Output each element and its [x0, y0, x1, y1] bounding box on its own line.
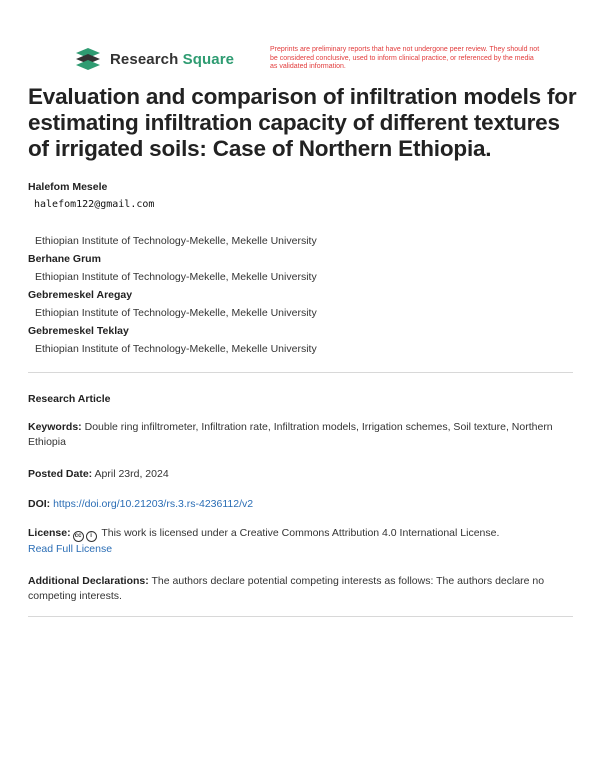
author-affiliation: Ethiopian Institute of Technology-Mekelle, Mekelle University [35, 271, 317, 283]
author-name: Gebremeskel Teklay [28, 325, 129, 337]
license-text: This work is licensed under a Creative Commons Attribution 4.0 International License. [101, 527, 500, 539]
preprint-disclaimer: Preprints are preliminary reports that have not undergone peer review. They should not be considered conclusive, used to inform clinical practice, or referenced by the media as validated information. [270, 46, 540, 70]
posted-date [28, 467, 573, 482]
author-name: Gebremeskel Aregay [28, 289, 133, 301]
license-icons [73, 531, 97, 542]
author-affiliation: Ethiopian Institute of Technology-Mekelle, Mekelle University [35, 343, 317, 355]
divider [28, 372, 573, 373]
posted-date-value: April 23rd, 2024 [94, 468, 169, 480]
doi-link[interactable]: https://doi.org/10.21203/rs.3.rs-4236112/v2 [53, 498, 254, 510]
author-email[interactable]: halefom122@gmail.com [34, 199, 155, 210]
declarations-value: The authors declare potential competing interests as follows: The authors declare no competing interests. [28, 575, 545, 602]
creative-commons-icon: cc [73, 531, 84, 542]
research-square-logo[interactable] [74, 47, 234, 71]
divider [28, 616, 573, 617]
additional-declarations [28, 574, 573, 604]
keywords [28, 420, 573, 450]
research-square-logo-icon [74, 47, 102, 71]
author-list [28, 180, 578, 360]
paper-title: Evaluation and comparison of infiltration models for estimating infiltration capacity of different textures of irrigated soils: Case of Northern Ethiopia. [28, 84, 577, 161]
license [28, 526, 573, 557]
author-affiliation: Ethiopian Institute of Technology-Mekelle, Mekelle University [35, 235, 317, 247]
article-type: Research Article [28, 393, 111, 405]
logo-wordmark: Research Square [110, 50, 235, 68]
doi-label: DOI: [28, 498, 51, 510]
keywords-value: Double ring infiltrometer, Infiltration rate, Infiltration models, Irrigation schemes, Soil texture, Northern Ethiopia [28, 421, 553, 448]
posted-date-label: Posted Date: [28, 468, 93, 480]
attribution-icon: i [86, 531, 97, 542]
author-name: Berhane Grum [28, 253, 101, 265]
keywords-label: Keywords: [28, 421, 82, 433]
author-name: Halefom Mesele [28, 181, 108, 193]
author-affiliation: Ethiopian Institute of Technology-Mekelle, Mekelle University [35, 307, 317, 319]
doi [28, 497, 573, 512]
license-label: License: [28, 527, 71, 539]
read-full-license-link[interactable]: Read Full License [28, 543, 113, 555]
declarations-label: Additional Declarations: [28, 575, 149, 587]
